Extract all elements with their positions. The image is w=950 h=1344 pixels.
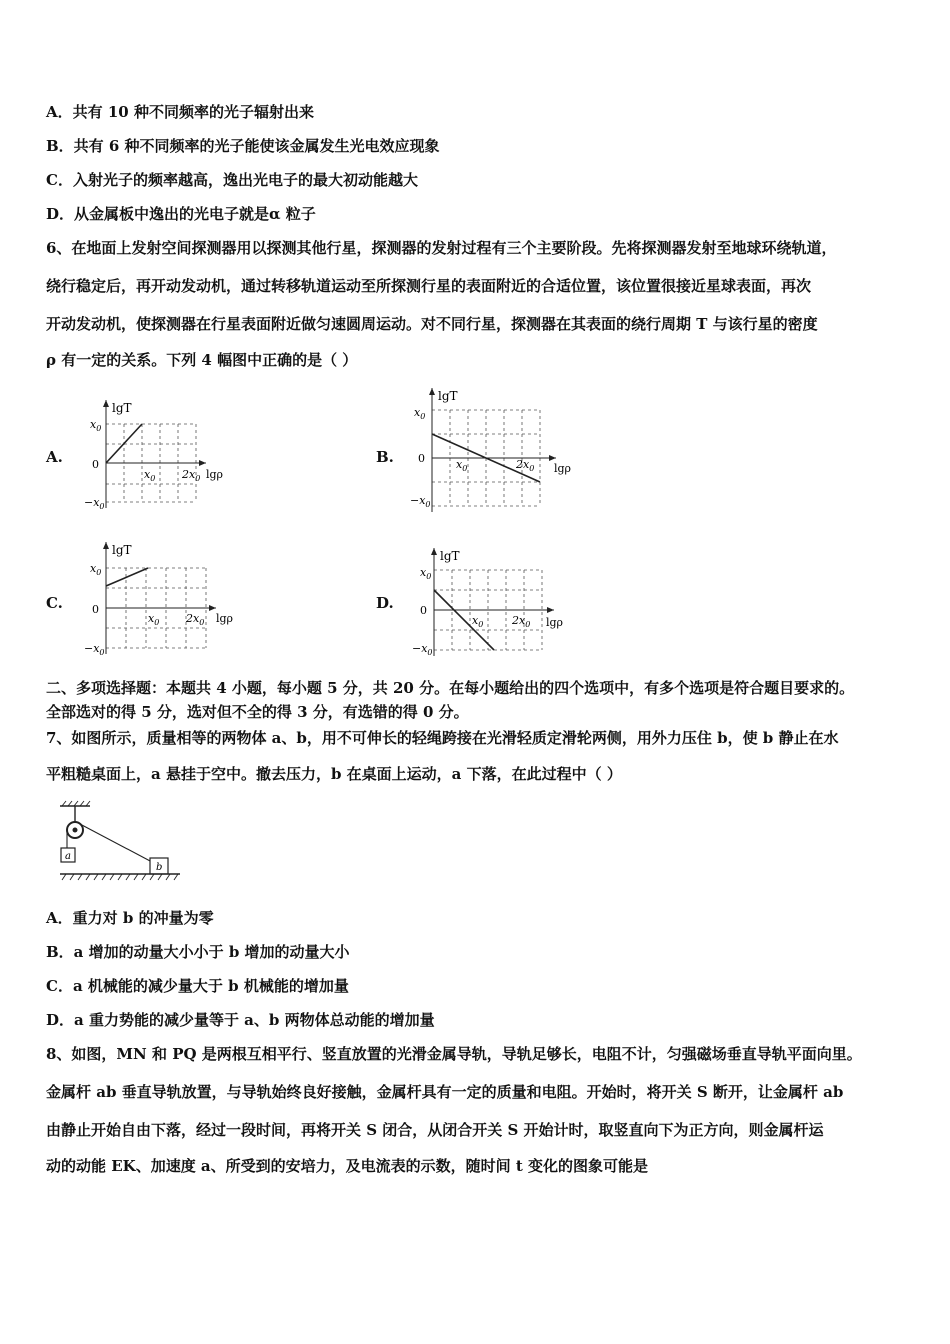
graph-d (408, 544, 578, 662)
graph-c-x-label: lgρ (216, 612, 234, 625)
section2-line-1: 二、多项选择题：本题共 4 小题，每小题 5 分，共 20 分。在每小题给出的四个选项中，有多个选项是符合题目要求的。 (46, 679, 855, 697)
q6-stem-line-2: 绕行稳定后，再开动发动机，通过转移轨道运动至所探测行星的表面附近的合适位置，该位置很接近星球表面，再次 (46, 277, 812, 295)
q8-stem-line-2: 金属杆 ab 垂直导轨放置，与导轨始终良好接触，金属杆具有一定的质量和电阻。开始时，将开关 S 断开，让金属杆 ab (46, 1083, 844, 1101)
q7-option-c: C．a 机械能的减少量大于 b 机械能的增加量 (46, 977, 349, 995)
svg-text:x0: $x_0$ (90, 418, 102, 433)
graph-d-origin: 0 (420, 604, 427, 617)
q7-option-b: B．a 增加的动量大小小于 b 增加的动量大小 (46, 943, 350, 961)
graph-a-y-label: lgT (112, 401, 132, 415)
q6-stem-line-4: ρ 有一定的关系。下列 4 幅图中正确的是（ ） (46, 351, 358, 369)
graph-c-line (106, 568, 148, 586)
graph-b-x0-tick: x (456, 458, 463, 471)
q6-option-d-label: D. (376, 594, 394, 612)
q8-stem-line-4: 动的动能 EK、加速度 a、所受到的安培力，及电流表的示数，随时间 t 变化的图象可能是 (46, 1157, 649, 1175)
svg-text:x0: $x_0$ (414, 406, 426, 421)
graph-d-x-label: lgρ (546, 616, 564, 629)
svg-text:x0: $x_0$ (148, 612, 160, 627)
graph-c-y-label: lgT (112, 543, 132, 557)
svg-text:−x0: $-x_0$ (412, 642, 433, 657)
q5-option-d: D．从金属板中逸出的光电子就是α 粒子 (46, 205, 316, 223)
graph-a-2x0-tick: 2x (182, 468, 196, 481)
graph-d-2x0-tick: 2x (512, 614, 526, 627)
svg-text:2x0: $2x_0$ (186, 612, 205, 627)
graph-d-line (434, 590, 494, 650)
q5-option-b: B．共有 6 种不同频率的光子能使该金属发生光电效应现象 (46, 137, 440, 155)
svg-text:−x0: $-x_0$ (84, 496, 105, 511)
q7-stem-line-1: 7、如图所示，质量相等的两物体 a、b，用不可伸长的轻绳跨接在光滑轻质定滑轮两侧，用外力压住 b，使 b 静止在水 (46, 729, 839, 747)
graph-a-x-label: lgρ (206, 468, 224, 481)
q6-stem-line-1: 6、在地面上发射空间探测器用以探测其他行星，探测器的发射过程有三个主要阶段。先将探测器发射至地球环绕轨道， (46, 239, 837, 257)
graph-d-neg-x0: −x (412, 642, 428, 655)
svg-text:−x0: $-x_0$ (84, 642, 105, 657)
section2-line-2: 全部选对的得 5 分，选对但不全的得 3 分，有选错的得 0 分。 (46, 703, 469, 721)
q6-option-a-label: A. (46, 448, 63, 466)
svg-text:x0: $x_0$ (472, 614, 484, 629)
graph-c (78, 538, 248, 658)
graph-c-x0-tick: x (148, 612, 155, 625)
graph-a (78, 396, 238, 511)
svg-text:2x0: $2x_0$ (516, 458, 535, 473)
q5-option-c: C．入射光子的频率越高，逸出光电子的最大初动能越大 (46, 171, 418, 189)
q6-option-c-label: C. (46, 594, 63, 612)
graph-d-y-label: lgT (440, 549, 460, 563)
graph-b-x-label: lgρ (554, 462, 572, 475)
q7-option-d: D．a 重力势能的减少量等于 a、b 两物体总动能的增加量 (46, 1011, 435, 1029)
graph-b-2x0-tick: 2x (516, 458, 530, 471)
svg-text:2x0: $2x_0$ (182, 468, 201, 483)
q7-stem-line-2: 平粗糙桌面上，a 悬挂于空中。撤去压力，b 在桌面上运动，a 下落，在此过程中（ ） (46, 765, 622, 783)
svg-text:x0: $x_0$ (90, 562, 102, 577)
q8-stem-line-3: 由静止开始自由下落，经过一段时间，再将开关 S 闭合，从闭合开关 S 开始计时，取竖直向下为正方向，则金属杆运 (46, 1121, 824, 1139)
graph-a-line (106, 424, 142, 463)
q8-stem-line-1: 8、如图，MN 和 PQ 是两根互相平行、竖直放置的光滑金属导轨，导轨足够长，电阻不计，匀强磁场垂直导轨平面向里。 (46, 1045, 862, 1063)
graph-a-x0-tick: x (144, 468, 151, 481)
svg-text:−x0: $-x_0$ (410, 494, 431, 509)
graph-c-origin: 0 (92, 603, 99, 616)
block-b-label: b (156, 862, 163, 873)
graph-a-neg-x0: −x (84, 496, 100, 509)
svg-text:x0: $x_0$ (144, 468, 156, 483)
graph-c-x0: x (90, 562, 97, 575)
graph-a-x0: x (90, 418, 97, 431)
q7-pulley-figure (56, 800, 186, 890)
graph-c-2x0-tick: 2x (186, 612, 200, 625)
q6-stem-line-3: 开动发动机，使探测器在行星表面附近做匀速圆周运动。对不同行星，探测器在其表面的绕行周期 T 与该行星的密度 (46, 315, 818, 333)
svg-text:x0: $x_0$ (420, 566, 432, 581)
svg-text:x0: $x_0$ (456, 458, 468, 473)
q7-option-a: A．重力对 b 的冲量为零 (46, 909, 214, 927)
graph-b-x0: x (414, 406, 421, 419)
graph-d-x0-tick: x (472, 614, 479, 627)
graph-b-neg-x0: −x (410, 494, 426, 507)
svg-text:2x0: $2x_0$ (512, 614, 531, 629)
graph-a-origin: 0 (92, 458, 99, 471)
q6-option-b-label: B. (376, 448, 394, 466)
graph-c-neg-x0: −x (84, 642, 100, 655)
graph-b (408, 384, 583, 514)
graph-b-y-label: lgT (438, 389, 458, 403)
graph-d-x0: x (420, 566, 427, 579)
block-a-label: a (65, 851, 71, 862)
graph-b-origin: 0 (418, 452, 425, 465)
q5-option-a: A．共有 10 种不同频率的光子辐射出来 (46, 103, 314, 121)
